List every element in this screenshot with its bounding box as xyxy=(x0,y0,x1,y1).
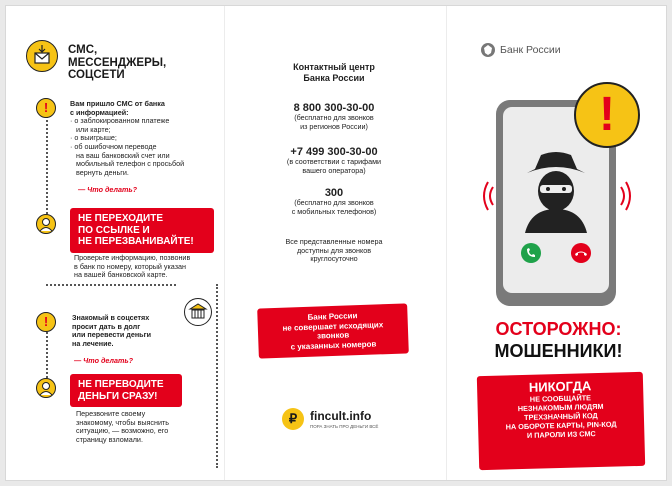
fold-line-1 xyxy=(224,6,225,480)
advice-no-transfer: НЕ ПЕРЕВОДИТЕ ДЕНЬГИ СРАЗУ! xyxy=(70,374,182,407)
contact-center-title: Контактный центр Банка России xyxy=(293,62,375,83)
bank-name: Банк России xyxy=(500,44,561,56)
dotted-line xyxy=(46,116,48,218)
bank-emblem-icon xyxy=(480,42,496,58)
what-to-do-label: — Что делать? xyxy=(78,185,138,194)
hacker-icon xyxy=(517,147,595,233)
right-sound-waves xyxy=(618,176,638,216)
headline-careful: ОСТОРОЖНО: xyxy=(495,319,622,339)
social-text: Знакомый в соцсетях просит дать в долг или перевести деньги на лечение. xyxy=(72,313,152,348)
left-sound-waves xyxy=(476,176,496,216)
what-to-do-label: — Что делать? xyxy=(74,356,134,365)
bank-notice-banner: Банк России не совершает исходящих звонков с указанных номеров xyxy=(257,303,409,358)
person-icon xyxy=(36,378,56,398)
dotted-line xyxy=(46,328,48,378)
dotted-line xyxy=(46,284,176,286)
advice-no-links: НЕ ПЕРЕХОДИТЕ ПО ССЫЛКЕ И НЕ ПЕРЕЗВАНИВАЙТЕ! xyxy=(70,208,214,253)
sms-intro: Вам пришло СМС от банка с информацией: · о заблокированном платеже или карте; · о выигрыше; · об ошибочном переводе на ваш банковский счет или мобильный телефон с просьбой вернуть деньги. xyxy=(70,99,185,177)
never-share-box: НИКОГДА НЕ СООБЩАЙТЕ НЕЗНАКОМЫМ ЛЮДЯМ ТРЕХЗНАЧНЫЙ КОД НА ОБОРОТЕ КАРТЫ, PIN-КОД И ПАРОЛИ ИЗ СМС xyxy=(477,372,645,470)
dotted-line xyxy=(216,284,218,468)
phone-block-3: 300 (бесплатно для звонков с мобильных телефонов) xyxy=(291,187,377,216)
phone-block-1: 8 800 300-30-00 (бесплатно для звонков из регионов России) xyxy=(293,102,375,131)
fold-line-2 xyxy=(446,6,447,480)
bank-building-icon xyxy=(184,298,212,326)
ruble-logo-icon: ₽ xyxy=(282,408,304,430)
accept-call-icon xyxy=(521,243,541,263)
call-text: Перезвоните своему знакомому, чтобы выяснить ситуацию, — возможно, его страницу взломали. xyxy=(76,409,170,444)
exclamation-icon: ! xyxy=(36,312,56,332)
free-note: Все представленные номера доступны для звонков круглосуточно xyxy=(285,237,383,264)
brochure-sheet xyxy=(6,6,666,480)
col1-title: СМС, МЕССЕНДЖЕРЫ, СОЦСЕТИ xyxy=(68,44,167,81)
envelope-icon xyxy=(26,40,58,72)
warning-badge-icon: ! xyxy=(574,82,640,148)
check-text: Проверьте информацию, позвонив в банк по номеру, который указан на вашей банковской карте. xyxy=(74,253,191,280)
headline-fraudsters: МОШЕННИКИ! xyxy=(494,341,623,361)
fincult-tagline: ПОРА ЗНАТЬ ПРО ДЕНЬГИ ВСЁ xyxy=(310,424,379,429)
phone-block-2: +7 499 300-30-00 (в соответствии с тарифами вашего оператора) xyxy=(286,146,382,175)
decline-call-icon xyxy=(571,243,591,263)
person-icon xyxy=(36,214,56,234)
fincult-logo-text: fincult.info xyxy=(310,409,372,423)
exclamation-icon: ! xyxy=(36,98,56,118)
